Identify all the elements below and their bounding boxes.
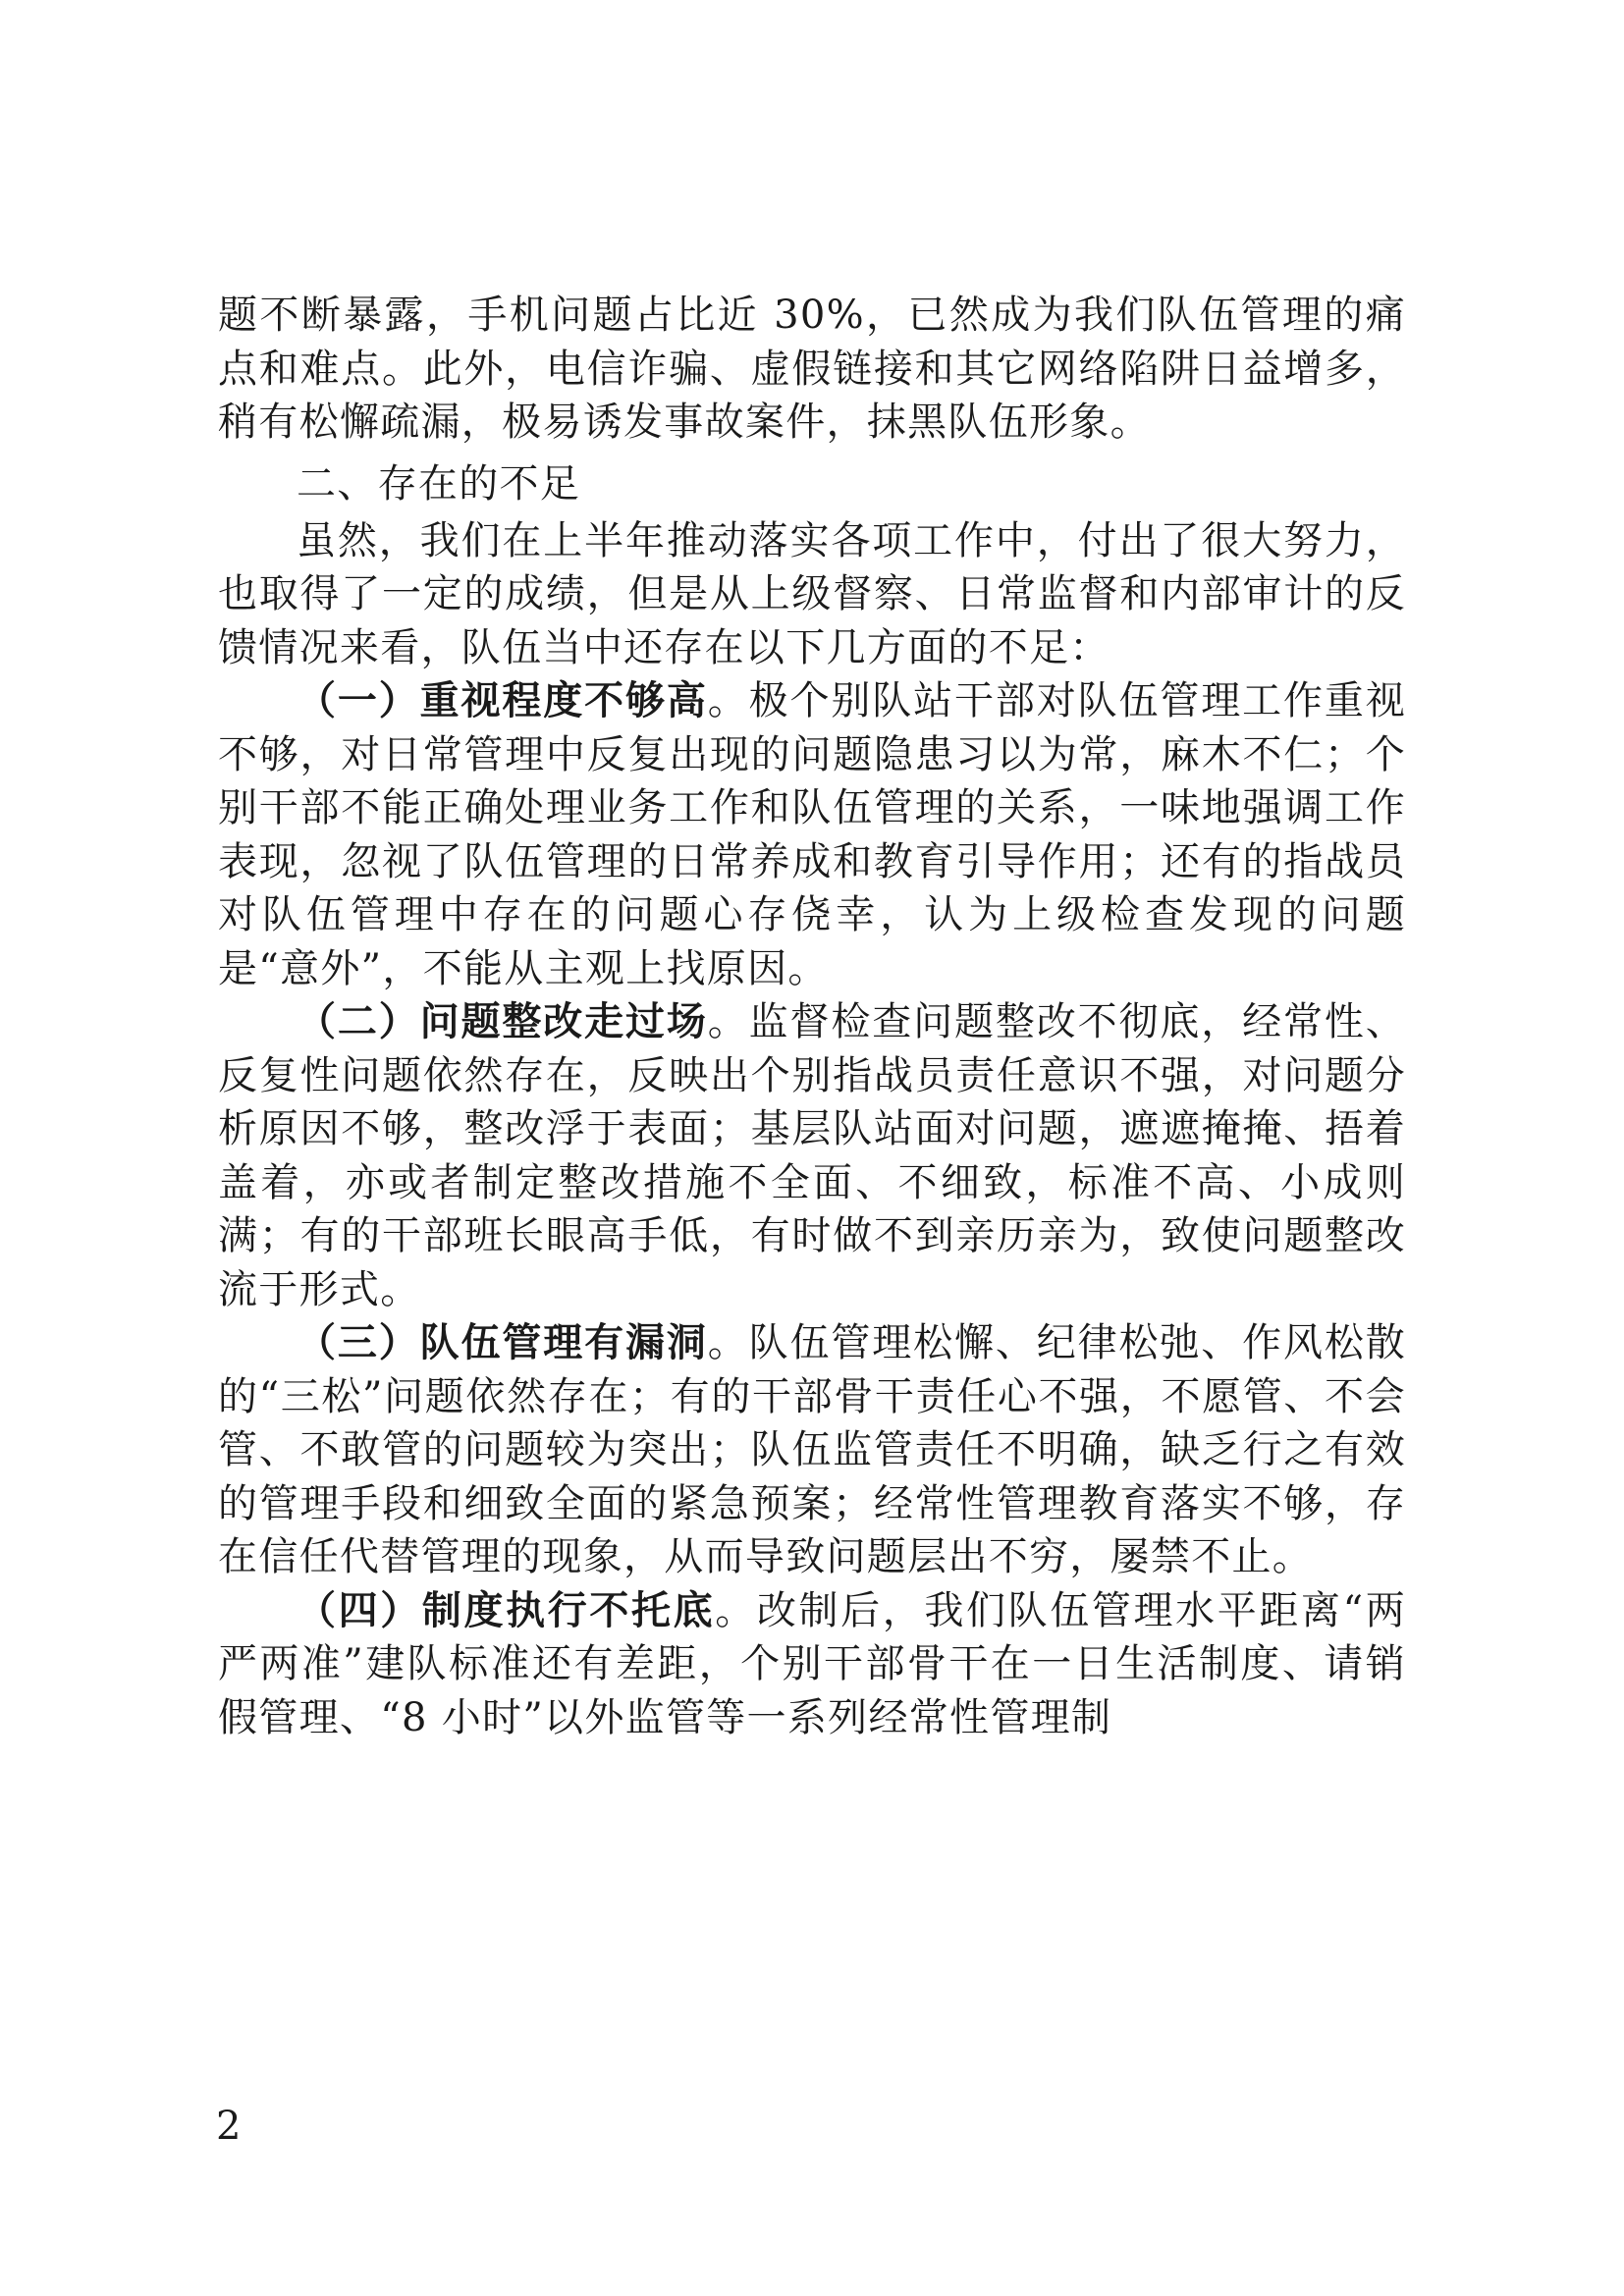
intro-paragraph: 虽然，我们在上半年推动落实各项工作中，付出了很大努力，也取得了一定的成绩，但是从上级督察、日常监督和内部审计的反馈情况来看，队伍当中还存在以下几方面的不足：: [218, 517, 1406, 670]
item-title-2: （二）问题整改走过场: [297, 998, 708, 1044]
item-title-3: （三）队伍管理有漏洞: [297, 1319, 708, 1365]
item-paragraph-2: [218, 995, 1406, 1316]
page-number: 2: [216, 2104, 242, 2149]
document-body: [218, 289, 1406, 1744]
continued-paragraph: 题不断暴露，手机问题占比近 30%，已然成为我们队伍管理的痛点和难点。此外，电信诈骗、虚假链接和其它网络陷阱日益增多，稍有松懈疏漏，极易诱发事故案件，抹黑队伍形象。: [218, 293, 1406, 445]
item-paragraph-3: [218, 1316, 1406, 1584]
item-text-1: 。极个别队站干部对队伍管理工作重视不够，对日常管理中反复出现的问题隐患习以为常，麻木不仁；个别干部不能正确处理业务工作和队伍管理的关系，一味地强调工作表现，忽视了队伍管理的日常养成和教育引导作用；还有的指战员对队伍管理中存在的问题心存侥幸，认为上级检查发现的问题是“意外”，不能从主观上找原因。: [218, 678, 1406, 991]
section-heading: 二、存在的不足: [297, 460, 581, 507]
item-text-3: 。队伍管理松懈、纪律松弛、作风松散的“三松”问题依然存在；有的干部骨干责任心不强，不愿管、不会管、不敢管的问题较为突出；队伍监管责任不明确，缺乏行之有效的管理手段和细致全面的紧急预案；经常性管理教育落实不够，存在信任代替管理的现象，从而导致问题层出不穷，屡禁不止。: [218, 1320, 1406, 1579]
item-title-1: （一）重视程度不够高: [297, 677, 708, 723]
item-text-4: 。改制后，我们队伍管理水平距离“两严两准”建队标准还有差距，个别干部骨干在一日生活制度、请销假管理、“8 小时”以外监管等一系列经常性管理制: [218, 1587, 1406, 1740]
item-text-2: 。监督检查问题整改不彻底，经常性、反复性问题依然存在，反映出个别指战员责任意识不强，对问题分析原因不够，整改浮于表面；基层队站面对问题，遮遮掩掩、捂着盖着，亦或者制定整改措施不全面、不细致，标准不高、小成则满；有的干部班长眼高手低，有时做不到亲历亲为，致使问题整改流于形式。: [218, 999, 1406, 1312]
item-paragraph-4: [218, 1584, 1406, 1745]
item-title-4: （四）制度执行不托底: [297, 1586, 716, 1633]
item-paragraph-1: [218, 674, 1406, 995]
